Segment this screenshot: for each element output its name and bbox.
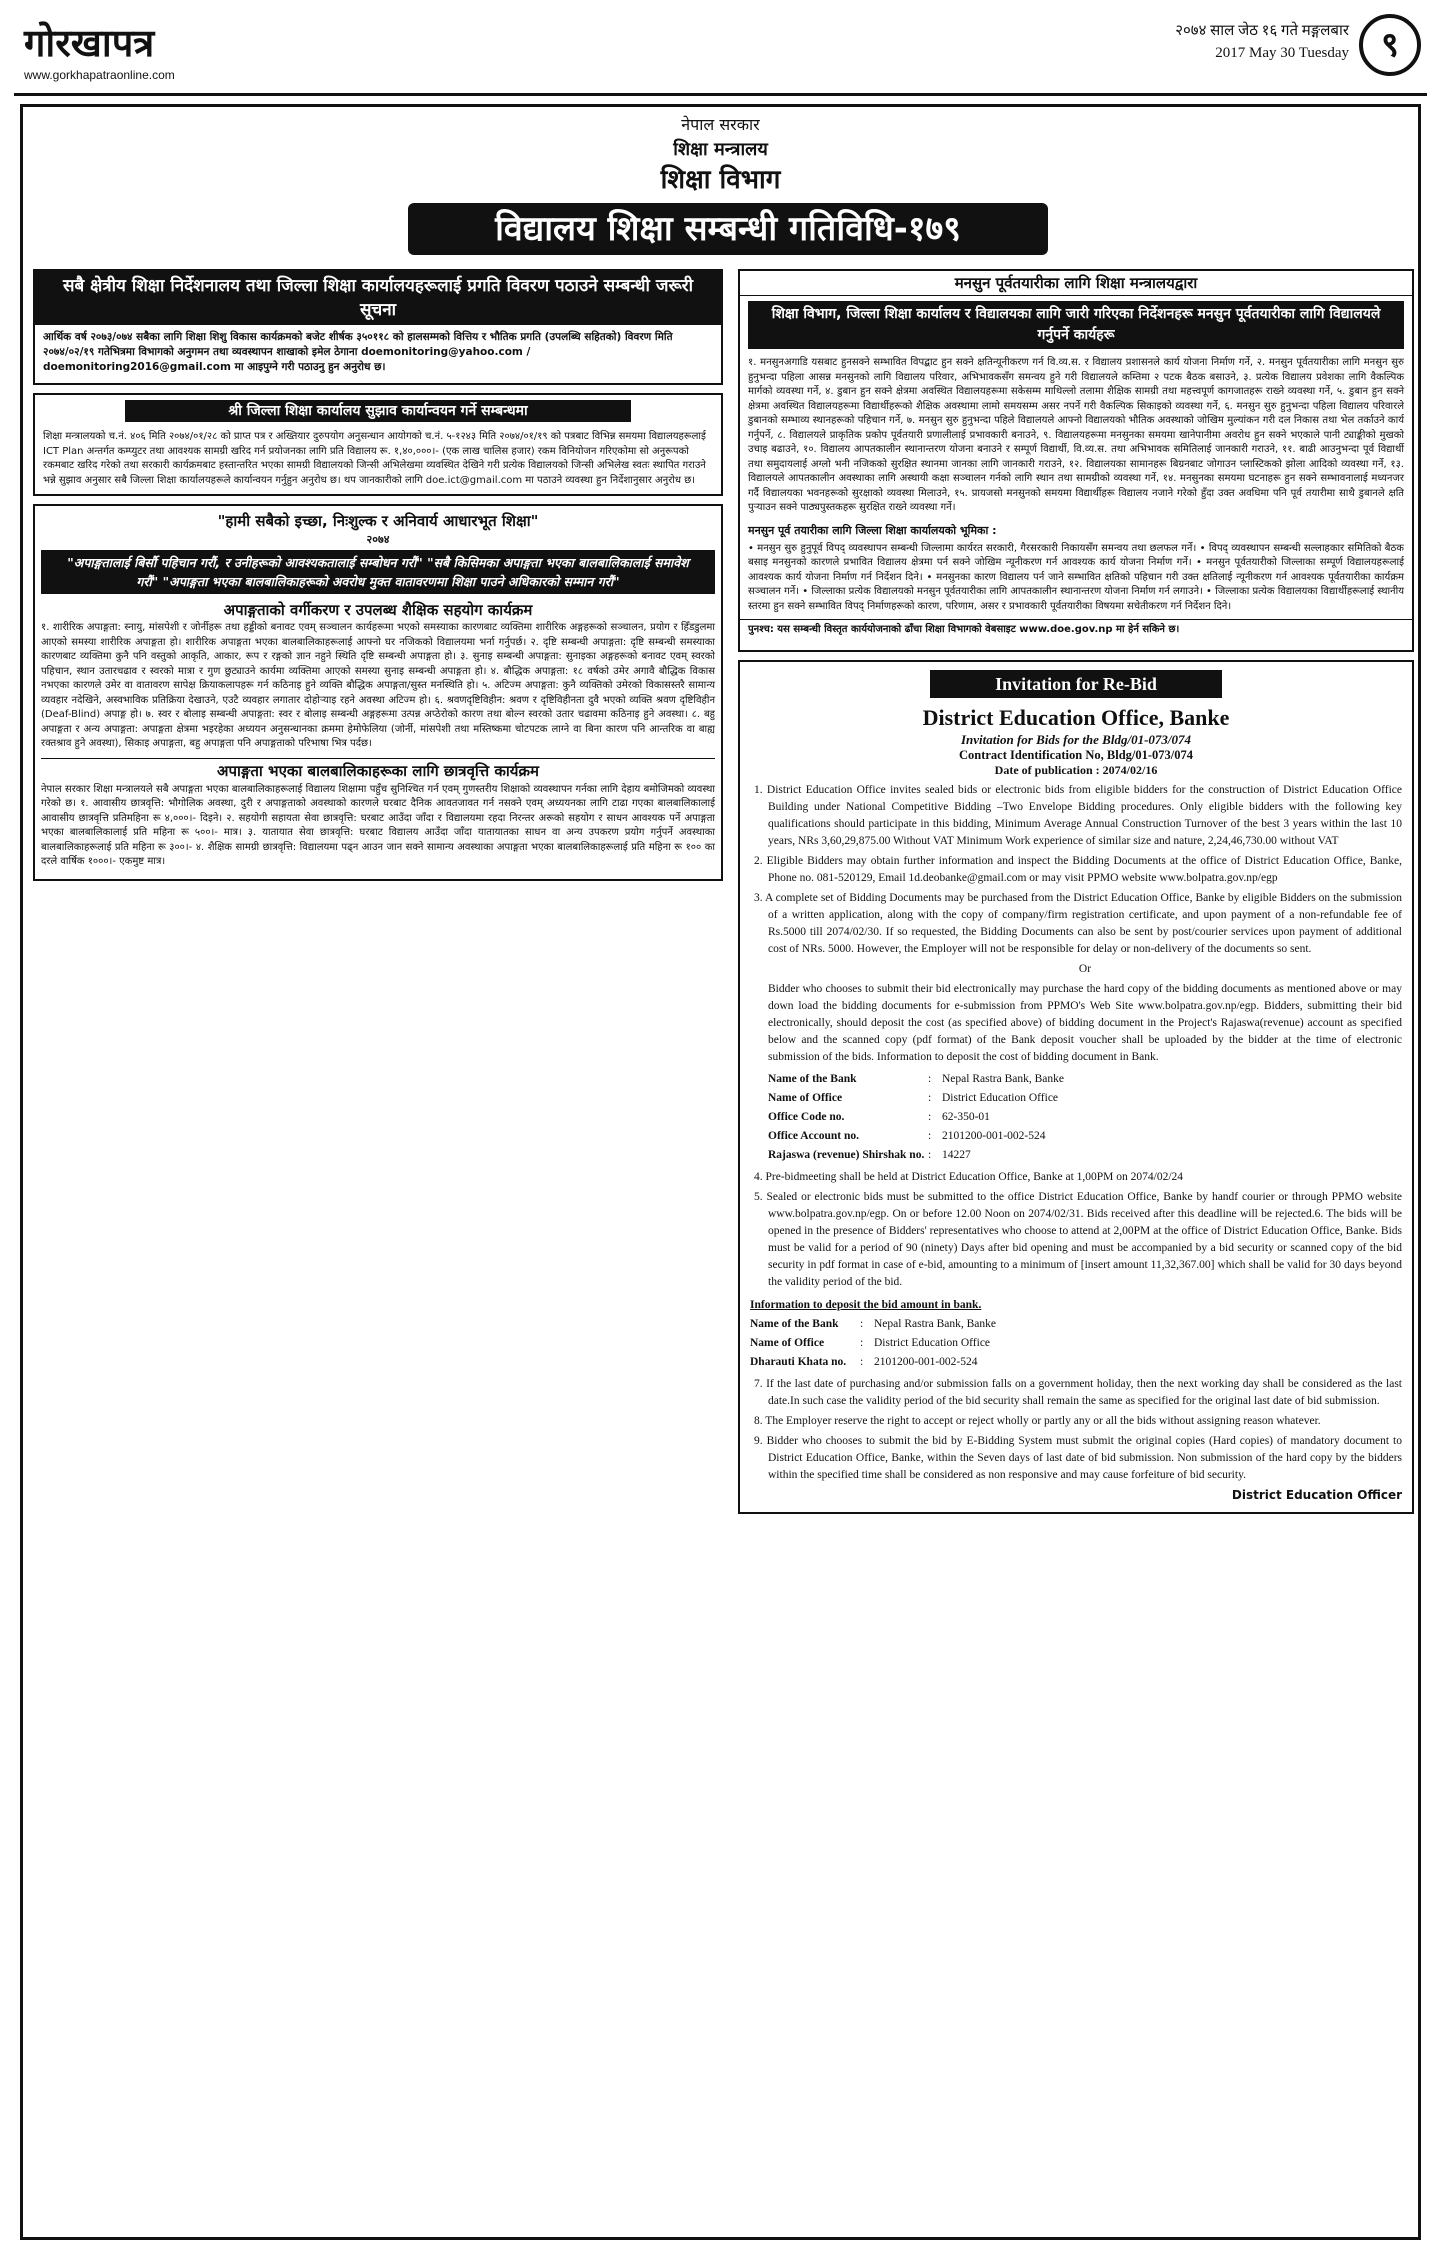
or-separator: Or	[1078, 962, 1092, 975]
clause-8: 8. The Employer reserve the right to accept or reject wholly or partly any or all the bids without assigning reason whatever.	[754, 1414, 1321, 1427]
scholarship-body: नेपाल सरकार शिक्षा मन्त्रालयले सबै अपाङ्गता भएका बालबालिकाहरूलाई विद्यालय शिक्षामा पहुँच सुनिश्चित गर्न एवम् गुणस्तरीय शिक्षाको व्यवस्थापन गर्नका लागि देहाय बमोजिमको व्यवस्था गरेको छ। १. आवासीय छात्रवृत्ति: भौगोलिक अवस्था, दुरी र अपाङ्गताको अवस्थाको कारणले घरबाट दैनिक आवतजावत गर्न नसक्ने एवम् अध्ययनका लागि टाढा गएका बालबालिकालाई आवासीय छात्रवृत्ति प्रतिमहिना रू ४,०००।- दिइने। २. सहयोगी सहायता सेवा छात्रवृत्ति: घरबाट आउँदा जाँदा र विद्यालयमा रहदा निरन्तर अरूको सहयोग र साधन आवश्यक पर्ने अपाङ्गता भएका बालबालिकालाई प्रति महिना रू ५००।- मात्र। ३. यातायात सेवा छात्रवृत्ति: घरबाट विद्यालय आउँदा जाँदा यातायातका साधन वा अन्य उपकरण प्रयोग गर्नुपर्ने अवस्थाका बालबालिकाहरूलाई प्रति महिना रू ३००।- ४. शैक्षिक सामग्री छात्रवृत्ति: विद्यालयमा पढ्न आउन जान सक्ने सामान्य अवस्थाका अपाङ्गता भएका बालबालिकाहरूलाई प्रति महिना रू १०० का दरले वार्षिक १०००।- एकमुष्ट मात्र।	[41, 783, 715, 867]
progress-notice	[33, 269, 723, 385]
suggestion-notice-body: शिक्षा मन्त्रालयको च.नं. ४०६ मिति २०७४/०१/२८ को प्राप्त पत्र र अख्तियार दुरुपयोग अनुसन्धान आयोगको च.नं. ५-१२४३ मिति २०७४/०१/१९ को पत्रबाट विभिन्न समयमा विद्यालयहरूलाई ICT Plan अन्तर्गत कम्प्युटर तथा आवश्यक सामग्री खरिद गर्न प्रयोजनका लागि प्रति विद्यालय रू. १,४०,०००।- (एक लाख चालिस हजार) रकम विनियोजन गरिएकोमा सो अनुरूपको रकमबाट खरिद गरेको तथा सरकारी कार्यक्रमबाट हस्तान्तरित भएका सामग्री विद्यालयको जिन्सी अभिलेखमा व्यवस्थित देखिने गरी प्रत्येक विद्यालयको जिन्सी अभिलेख स्वतः स्थापित गराउने भन्ने सुझाव अनुसार सबै जिल्ला शिक्षा कार्यालयहरूले कार्यान्वयन गर्नुहुन अनुरोध छ। थप जानकारीको लागि doe.ict@gmail.com मा पठाउने व्यवस्था हुन निर्देशानुसार अनुरोध छ।	[43, 431, 706, 486]
monsoon-heading: मनसुन पूर्वतयारीका लागि शिक्षा मन्त्रालयद्वारा	[740, 271, 1412, 296]
kv-cell: Nepal Rastra Bank, Banke	[874, 1317, 996, 1330]
kv-cell: Nepal Rastra Bank, Banke	[942, 1072, 1064, 1085]
department-line: शिक्षा विभाग	[660, 165, 781, 195]
kv-cell: Rajaswa (revenue) Shirshak no.	[768, 1148, 925, 1161]
kv-cell: District Education Office	[874, 1336, 991, 1349]
invitation-label: Invitation for Re-Bid	[930, 670, 1222, 698]
kv-cell: :	[928, 1110, 932, 1123]
kv-cell: 2101200-001-002-524	[942, 1129, 1046, 1142]
kv-cell: Office Account no.	[768, 1129, 860, 1142]
dateline	[1175, 20, 1349, 64]
kv-cell: :	[860, 1317, 864, 1330]
slogan-year: २०७४	[366, 533, 390, 546]
deposit-table	[750, 1315, 1402, 1372]
district-role-title: मनसुन पूर्व तयारीका लागि जिल्ला शिक्षा कार्यालयको भूमिका :	[748, 523, 997, 537]
kv-cell: :	[928, 1129, 932, 1142]
right-column	[738, 269, 1414, 1522]
clause-1: 1. District Education Office invites sealed bids or electronic bids from eligible bidders for the construction of District Education Office Building under National Competitive Bidding –Two Envelope Bidding procedures. Only eligible bidders with the following key qualifications should participate in this bidding, Minimum Average Annual Construction Turnover of the best 3 years within the last 10 years, NRs 3,60,29,875.00 Without VAT Minimum Work experience of similar size and nature, 2,24,46,730.00 without VAT	[754, 783, 1402, 847]
ministry-header	[23, 113, 1418, 197]
date-english: 2017 May 30 Tuesday	[1215, 45, 1349, 61]
kv-cell: :	[860, 1355, 864, 1368]
kv-cell: Name of the Bank	[750, 1317, 839, 1330]
footnote: पुनश्च: यस सम्बन्धी विस्तृत कार्ययोजनाको ढाँचा शिक्षा विभागको वेबसाइट www.doe.gov.np मा हेर्न सकिने छ।	[740, 619, 1412, 641]
suggestion-notice-title: श्री जिल्ला शिक्षा कार्यालय सुझाव कार्यान्वयन गर्ने सम्बन्धमा	[125, 400, 631, 422]
kv-cell: :	[860, 1336, 864, 1349]
invitation-subtitle: Invitation for Bids for the Bldg/01-073/074	[960, 731, 1192, 747]
progress-notice-title: सबै क्षेत्रीय शिक्षा निर्देशनालय तथा जिल्ला शिक्षा कार्यालयहरूलाई प्रगति विवरण पठाउने सम्बन्धी जरूरी सूचना	[35, 271, 721, 325]
kv-cell: Office Code no.	[768, 1110, 845, 1123]
classification-title: अपाङ्गताको वर्गीकरण र उपलब्ध शैक्षिक सहयोग कार्यक्रम	[223, 601, 533, 619]
slogan: "हामी सबैको इच्छा, निःशुल्क र अनिवार्य आधारभूत शिक्षा"	[217, 512, 539, 530]
date-nepali: २०७४ साल जेठ १६ गते मङ्गलबार	[1175, 23, 1349, 39]
kv-cell: 2101200-001-002-524	[874, 1355, 978, 1368]
invitation-contract: Contract Identification No, Bldg/01-073/074	[958, 747, 1194, 762]
rebid-invitation	[738, 660, 1414, 1514]
kv-cell: :	[928, 1072, 932, 1085]
kv-cell: Dharauti Khata no.	[750, 1355, 847, 1368]
clause-3: 3. A complete set of Bidding Documents may be purchased from the District Education Office, Banke by eligible Bidders on the submission of a written application, along with the copy of company/firm registration certificate, and upon payment of a non-refundable fee of Rs.5000 till 2074/02/30. If so requested, the Bidding Documents can also be sent by post/courier services upon payment of additional cost of NRs. 5000. However, the Employer will not be responsible for delay or non-delivery of the documents so sent.	[754, 891, 1402, 955]
bank-details-table	[768, 1070, 1402, 1165]
government-line: नेपाल सरकार	[681, 115, 760, 134]
kv-cell: Name of the Bank	[768, 1072, 857, 1085]
invitation-date: Date of publication : 2074/02/16	[994, 762, 1158, 777]
classification-body: १. शारीरिक अपाङ्गता: स्नायु, मांसपेशी र जोर्नीहरू तथा हड्डीको बनावट एवम् सञ्चालन कार्यहरूमा भएको समस्याका कारणबाट व्यक्तिमा शारीरिक अङ्गहरूको सञ्चालन, प्रयोग र हिँडडुलमा आएको समस्या शारीरिक अपाङ्गता हो। शारीरिक अपाङ्गता भएका बालबालिकाहरूलाई आफ्नो घर नजिकको विद्यालयमा भर्ना गर्नुपर्छ। २. दृष्टि सम्बन्धी अपाङ्गता: दृष्टि सम्बन्धी समस्याका कारणबाट व्यक्तिमा कुनै पनि वस्तुको आकृति, आकार, रूप र रङ्गको ज्ञान नहुने स्थिति दृष्टि सम्बन्धी अपाङ्गता हो। ३. सुनाइ सम्बन्धी अपाङ्गता: सुनाइका अङ्गहरूको बनावट एवम् स्वरको पहिचान, स्थान उतारचढाव र स्वरको मात्रा र गुण छुट्याउने कार्यमा व्यक्तिमा आएको समस्या सुनाइ सम्बन्धी अपाङ्गता हो। ४. बौद्धिक अपाङ्गता: १८ वर्षको उमेर अगावै बौद्धिक विकास नभएका कारणले उमेर वा वातावरण सापेक्ष क्रियाकलापहरू गर्न कठिनाइ हुने व्यक्ति बौद्धिक अपाङ्गता/सुस्त मनस्थिति हो। ५. अटिज्म अपाङ्गता: कुनै व्यक्तिको उमेरको विकासस्तरै सामान्य व्यवहार नदेखिने, अस्वभाविक प्रतिक्रिया देखाउने, एउटै व्यवहार लगातार दोहोर्‍याइ रहने अवस्था अटिज्म हो। ६. श्रवणदृष्टिविहीन: श्रवण र दृष्टिविहीनता दुवै भएको व्यक्ति श्रवण दृष्टिविहीन (Deaf-Blind) अपाङ्ग हो। ७. स्वर र बोलाइ सम्बन्धी अपाङ्गता: स्वर र बोलाइ सम्बन्धी अङ्गहरूमा उत्पन्न अप्ठेरोको कारण तथा बोल्न स्वरको उतार चढावमा कठिनाइ हुने अवस्था। ८. बहु अपाङ्गता र अन्य अपाङ्गता: अपाङ्गता क्षेत्रमा भइरहेका अध्ययन अनुसन्धानका क्रममा हेमोफेलिया (जोर्नी, मांसपेशी तथा मस्तिष्कमा चोटपटक लाग्ने वा बिना कारण पनि आन्तरिक वा बाह्य रक्तश्राव हुने अवस्था), सिकाइ अपाङ्गता, बहु अपाङ्गता पनि अपाङ्गताको परिभाषा भित्र पर्दछ।	[41, 622, 715, 749]
clause-7: 7. If the last date of purchasing and/or submission falls on a government holiday, then the next working day shall be considered as the last date.In such case the validity period of the bid security shall remain the same as specified for the original last date of bid submission.	[754, 1377, 1402, 1407]
kv-cell: :	[928, 1148, 932, 1161]
slogan-box: "अपाङ्गतालाई बिर्सौ पहिचान गरौं, र उनीहरूको आवश्यकतालाई सम्बोधन गरौं" "सबै किसिमका अपाङ्गता भएका बालबालिकालाई समावेश गरौं" "अपाङ्गता भएका बालबालिकाहरूको अवरोध मुक्त वातावरणमा शिक्षा पाउने अधिकारको सम्मान गरौं"	[41, 550, 715, 594]
page-number: ९	[1359, 14, 1421, 76]
newspaper-logo: गोरखापत्र	[24, 21, 155, 65]
monsoon-section	[738, 269, 1414, 652]
suggestion-notice	[33, 393, 723, 496]
kv-cell: 14227	[942, 1148, 971, 1161]
clause-5: 5. Sealed or electronic bids must be submitted to the office District Education Office, Banke by handf courier or through PPMO website www.bolpatra.gov.np/egp. On or before 12.00 Noon on 2074/02/31. Bids received after this deadline will be rejected.6. The bids will be opened in the presence of Bidders' representatives who choose to attend at 2,00PM at the office of District Education Office, Banke. Bids must be valid for a period of 90 (ninety) Days after bid opening and must be accompanied by a bid security or scanned copy of the bid security in pdf format in case of e-bid, amounting to a minimum of [insert amount 11,32,367.00] which shall be valid for 30 days beyond the validity period of the bid.	[754, 1190, 1402, 1288]
kv-cell: District Education Office	[942, 1091, 1059, 1104]
clause-9: 9. Bidder who chooses to submit the bid by E-Bidding System must submit the original copies (Hard copies) of mandatory document to District Education Office, Banke, within the Seven days of last date of bid submission. Non submission of the hard copy by the bidders within the specified time shall be considered as non responsive and may cause forfeiture of bid security.	[754, 1434, 1402, 1481]
scholarship-title: अपाङ्गता भएका बालबालिकाहरूका लागि छात्रवृत्ति कार्यक्रम	[41, 758, 715, 783]
monsoon-title: शिक्षा विभाग, जिल्ला शिक्षा कार्यालय र विद्यालयका लागि जारी गरिएका निर्देशनहरू मनसुन पूर्वतयारीका लागि विद्यालयले गर्नुपर्ने कार्यहरू	[748, 301, 1404, 349]
kv-cell: :	[928, 1091, 932, 1104]
clause-4: 4. Pre-bidmeeting shall be held at District Education Office, Banke at 1,00PM on 2074/02/24	[754, 1170, 1184, 1183]
clause-2: 2. Eligible Bidders may obtain further information and inspect the Bidding Documents at the office of District Education Office, Banke, Phone no. 081-520129, Email 1d.deobanke@gmail.com or may visit PPMO website www.bolpatra.gov.np/egp	[754, 854, 1402, 884]
kv-cell: 62-350-01	[942, 1110, 990, 1123]
main-banner: विद्यालय शिक्षा सम्बन्धी गतिविधि-१७९	[408, 203, 1048, 255]
kv-cell: Name of Office	[750, 1336, 825, 1349]
kv-cell: Name of Office	[768, 1091, 843, 1104]
masthead	[14, 10, 1427, 96]
district-role-list: • मनसुन सुरु हुनुपूर्व विपद् व्यवस्थापन सम्बन्धी जिल्लामा कार्यरत सरकारी, गैरसरकारी निकायसँग समन्वय तथा छलफल गर्ने। • विपद् व्यवस्थापन सम्बन्धी सल्लाहकार समितिको बैठक बसाइ मनसुनको कारणले प्रभावित विद्यालय क्षेत्रमा पर्न सक्ने जोखिम न्यूनीकरण गर्न आवश्यक कार्य योजना निर्माण गर्ने। • मनसुन पूर्वतयारीको जिल्लाका सम्पूर्ण विद्यालयहरूलाई आवश्यक कार्य योजना निर्माण गर्न निर्देशन दिने। • मनसुनका कारण विद्यालय पर्न जाने सम्भावित क्षतिको पहिचान गरी उक्त क्षतिलाई न्यूनीकरण गर्न आवश्यक पूर्वतयारीका कार्यक्रम सञ्चालन गर्ने। • जिल्लाका प्रत्येक विद्यालयको मनसुन पूर्वतयारीका लागि आपतकालीन स्थानान्तरण योजना निर्माण गर्न लगाउने। • जिल्लाका प्रत्येक विद्यालयका विद्यार्थीहरूलाई स्थानीय स्तरमा हुन सक्ने सम्भावित विपद् निर्माणहरूको कारण, परिणाम, असर र प्रभावकारी पूर्वतयारीका विषयमा सचेतीकरण गर्न निर्देशन दिने।	[748, 542, 1404, 612]
advertisement-sheet	[20, 104, 1421, 2240]
ministry-line: शिक्षा मन्त्रालय	[673, 139, 768, 160]
deposit-title: Information to deposit the bid amount in bank.	[750, 1298, 982, 1311]
monsoon-list: १. मनसुनअगाडि यसबाट हुनसक्ने सम्भावित विपद्बाट हुन सक्ने क्षतिन्यूनीकरण गर्न वि.व्य.स. र विद्यालय प्रशासनले कार्य योजना निर्माण गर्ने, २. मनसुन पूर्वतयारीका लागि मनसुन सुरु हुनुभन्दा पहिला आसन्न मनसुनको लागि विद्यालय परिवार, अभिभावकसँग समन्वय हुने गरी विद्यालयले कम्तिमा २ पटक बैठक बसाउने, ३. प्रत्येक विद्यालय प्रवेशका लागि वैकल्पिक मार्गको व्यवस्था गर्ने, ४. डुबान हुन सक्ने क्षेत्रमा अवस्थित विद्यालयहरूमा सकेसम्म माथिल्लो तलामा शैक्षिक सामग्री तथा महत्त्वपूर्ण कागजातहरू राख्ने व्यवस्था गर्ने, ५. डुबान हुन सक्ने क्षेत्रमा अवस्थित विद्यालयहरूमा विद्यार्थीहरूको शैक्षिक अवस्थामा लामो समयसम्म असर नपर्ने गरी वैकल्पिक सिकाइको व्यवस्था गर्ने, ६. मनसुन सुरु हुनुभन्दा पहिला विद्यालय परिवारले डुबानको सम्भाव्य स्थानहरूको पहिचान गर्ने, ७. मनसुन सुरु हुनुभन्दा पहिले विद्यालयले आफ्नो विद्यालयको भौतिक अवस्थाको जोखिम मुल्यांकन गरी दल निकास तथा भेल तर्काउने कार्य गर्नुपर्ने, ८. विद्यालयले प्राकृतिक प्रकोप पूर्वतयारी प्रणालीलाई प्रभावकारी बनाउने, ९. विद्यालयहरूमा मनसुनका समयमा खानेपानीमा अवरोध हुन सक्ने भएकाले पानी ट्याङ्कीको मुखको उचाइ बढाउने, १०. विद्यालय आपतकालीन स्थानान्तरण योजना बनाउने र सम्पूर्ण विद्यार्थी, वि.व्य.स. तथा अभिभावक समितिलाई जानकारी गराउने, ११. बाढी आउनुभन्दा पूर्व विद्यार्थी तथा समुदायलाई अग्लो भनी नजिकको सुरक्षित स्थानमा जानका लागि जानकारी गराउने, १२. विद्यालयका सामानहरू बिग्रनबाट जोगाउन प्लास्टिकको झोला आदिको व्यवस्था गर्ने, १३. विद्यालयले आपतकालीन अवस्थाका लागि अस्थायी कक्षा सञ्चालन गर्नको लागि स्थान तथा सामग्रीको व्यवस्था गर्ने, १४. मनसुनका समयमा घटनाहरू हुन सक्ने सम्भावनालाई मध्यनजर गर्दै विद्यालयका भवनहरूको सुरक्षाको व्यवस्था मिलाउने, १५. प्रायजसो मनसुनको समयमा विद्यार्थीहरू विद्यालय नजाने गरेको हुँदा उक्त अवधिमा पनि पूर्व तयारीमा साथै डुबानले क्षति पुऱ्याउन सक्ने पाठ्यपुस्तकहरू सुरक्षित राख्ने व्यवस्था गर्ने।	[748, 357, 1404, 513]
signature-block: District Education Officer	[1231, 1487, 1402, 1502]
disability-section	[33, 504, 723, 881]
invitation-office: District Education Office, Banke	[922, 704, 1230, 730]
left-column	[33, 269, 723, 889]
website-url[interactable]: www.gorkhapatraonline.com	[24, 68, 175, 82]
progress-notice-body: आर्थिक वर्ष २०७३/०७४ सबैका लागि शिक्षा शिशु विकास कार्यक्रमको बजेट शीर्षक ३५०११८ को हालसम्मको वित्तिय र भौतिक प्रगति (उपलब्धि सहितको) विवरण मिति २०७४/०२/१९ गतेभित्रमा विभागको अनुगमन तथा व्यवस्थापन शाखाको इमेल ठेगाना doemonitoring@yahoo.com / doemonitoring2016@gmail.com मा आइपुग्ने गरी पठाउनु हुन अनुरोध छ।	[43, 331, 673, 373]
clause-3b: Bidder who chooses to submit their bid electronically may purchase the hard copy of the bidding documents as mentioned above or may down load the bidding documents for e-submission from PPMO's Web Site www.bolpatra.gov.np/egp. Bidders, submitting their bid electronically, should deposit the cost (as specified above) of bidding document in the Project's Rajaswa(revenue) account as specified below and the scanned copy (pdf format) of the Bank deposit voucher shall be uploaded by the bidder at the time of electronic submission of the bids. Information to deposit the cost of bidding document in Bank.	[768, 982, 1402, 1063]
